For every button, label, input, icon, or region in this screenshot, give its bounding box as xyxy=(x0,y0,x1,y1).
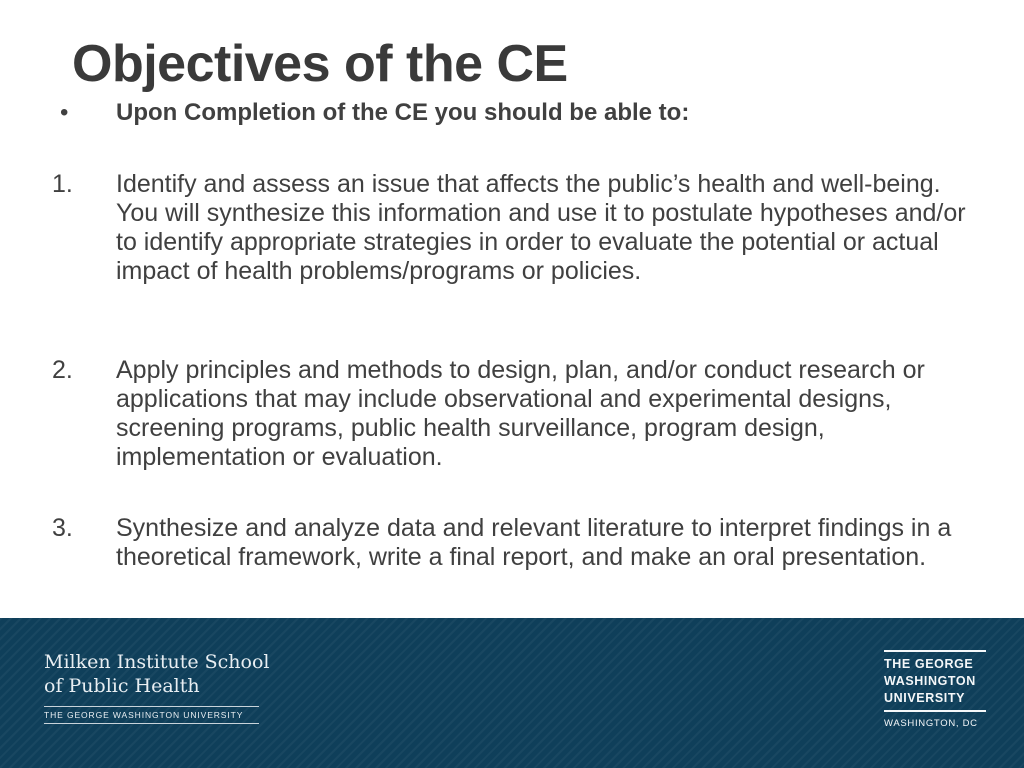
objective-text: Identify and assess an issue that affects the public’s health and well-being. You will synthesize this information and use it to postulate hypotheses and/or to identify appropriate strategies in order to evaluate the potential or actual impact of health problems/programs or policies. xyxy=(116,170,966,285)
objective-number: 3. xyxy=(52,514,73,542)
gwu-logo xyxy=(884,650,986,729)
gwu-logo-line: THE GEORGE xyxy=(884,657,974,671)
objective-text: Synthesize and analyze data and relevant literature to interpret findings in a theoretical framework, write a final report, and make an oral presentation. xyxy=(116,514,952,571)
intro-text: Upon Completion of the CE you should be able to: xyxy=(116,99,690,126)
milken-logo-line1: Milken Institute School xyxy=(44,651,270,673)
milken-divider xyxy=(44,723,259,724)
milken-logo-line2: of Public Health xyxy=(44,675,200,697)
gwu-logo-line: WASHINGTON xyxy=(884,674,976,688)
milken-logo-subline: THE GEORGE WASHINGTON UNIVERSITY xyxy=(44,710,244,720)
objective-number: 1. xyxy=(52,170,73,198)
gwu-logo-line: UNIVERSITY xyxy=(884,691,966,705)
gwu-location: WASHINGTON, DC xyxy=(884,718,978,729)
objective-text: Apply principles and methods to design, plan, and/or conduct research or applications that may include observational and experimental designs, screening programs, public health surveillance, program design, implementation or evaluation. xyxy=(116,356,925,471)
objective-number: 2. xyxy=(52,356,73,384)
gwu-rule-bottom xyxy=(884,710,986,712)
footer-band xyxy=(0,618,1024,768)
milken-divider xyxy=(44,706,259,707)
bullet-icon: • xyxy=(60,99,69,126)
slide-title: Objectives of the CE xyxy=(72,35,568,93)
milken-logo xyxy=(44,650,270,724)
